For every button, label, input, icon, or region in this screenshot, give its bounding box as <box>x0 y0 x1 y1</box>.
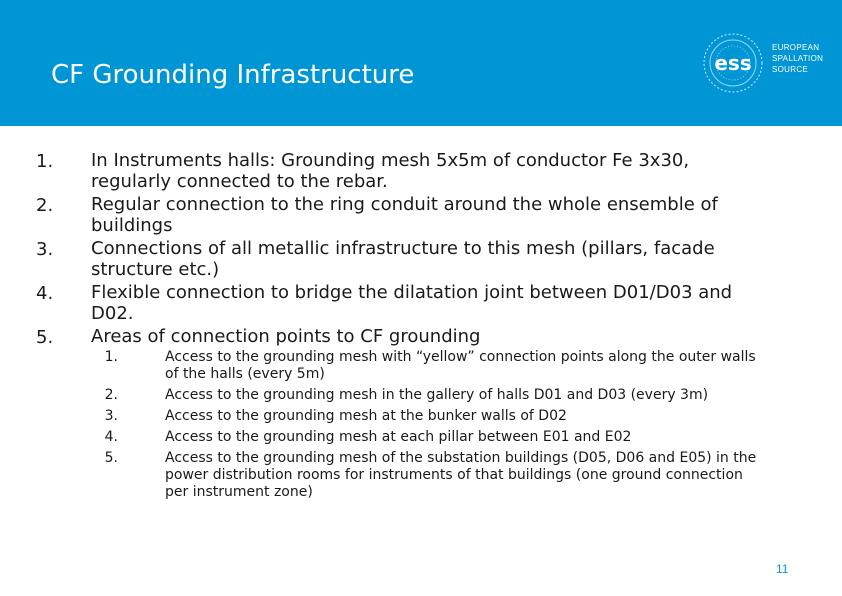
list-text: regularly connected to the rebar. <box>91 171 388 192</box>
sub-list-item <box>104 349 806 383</box>
sub-list-number: 2. <box>104 387 118 403</box>
list-text: In Instruments halls: Grounding mesh 5x5m of conductor Fe 3x30, <box>91 150 690 171</box>
list-item <box>36 194 806 236</box>
sub-list-text: Access to the grounding mesh at each pillar between E01 and E02 <box>165 429 632 445</box>
list-number: 3. <box>36 239 54 260</box>
list-item <box>36 282 806 324</box>
sub-list-number: 4. <box>104 429 118 445</box>
logo-line-european: EUROPEAN <box>772 43 820 52</box>
list-text: buildings <box>91 215 173 236</box>
slide-header <box>0 0 842 126</box>
sub-list-text: Access to the grounding mesh of the substation buildings (D05, D06 and E05) in the <box>165 450 757 466</box>
list-item <box>36 150 806 192</box>
sub-list-text: Access to the grounding mesh in the gallery of halls D01 and D03 (every 3m) <box>165 387 709 403</box>
ess-logo-icon <box>697 28 769 98</box>
ess-logo <box>697 28 827 98</box>
list-number: 1. <box>36 151 54 172</box>
sub-list-text: of the halls (every 5m) <box>165 366 325 382</box>
list-text: D02. <box>91 303 134 324</box>
sub-list-text: power distribution rooms for instruments of that buildings (one ground connection <box>165 467 743 483</box>
sub-list <box>36 349 806 501</box>
sub-list-number: 5. <box>104 450 118 466</box>
sub-list-number: 3. <box>104 408 118 424</box>
list-item <box>36 238 806 280</box>
sub-list-item <box>104 450 806 501</box>
slide-body <box>36 150 806 501</box>
list-text: Areas of connection points to CF grounding <box>91 326 481 347</box>
sub-list-item <box>104 408 806 425</box>
list-number: 2. <box>36 195 54 216</box>
list-text: Connections of all metallic infrastructure to this mesh (pillars, facade <box>91 238 715 259</box>
logo-line-spallation: SPALLATION <box>772 54 824 63</box>
logo-wordmark <box>772 42 823 75</box>
sub-list-text: Access to the grounding mesh with “yellow” connection points along the outer walls <box>165 349 756 365</box>
slide-title: CF Grounding Infrastructure <box>51 60 415 90</box>
list-number: 4. <box>36 283 54 304</box>
page-number: 11 <box>776 562 789 576</box>
sub-list-number: 1. <box>104 349 118 365</box>
list-number: 5. <box>36 327 54 348</box>
list-text: Flexible connection to bridge the dilatation joint between D01/D03 and <box>91 282 733 303</box>
list-item <box>36 326 806 347</box>
sub-list-text: Access to the grounding mesh at the bunker walls of D02 <box>165 408 567 424</box>
list-text: structure etc.) <box>91 259 220 280</box>
svg-text:ess: ess <box>714 51 752 75</box>
sub-list-item <box>104 387 806 404</box>
sub-list-text: per instrument zone) <box>165 484 313 500</box>
list-text: Regular connection to the ring conduit around the whole ensemble of <box>91 194 718 215</box>
sub-list-item <box>104 429 806 446</box>
logo-line-source: SOURCE <box>772 65 809 74</box>
